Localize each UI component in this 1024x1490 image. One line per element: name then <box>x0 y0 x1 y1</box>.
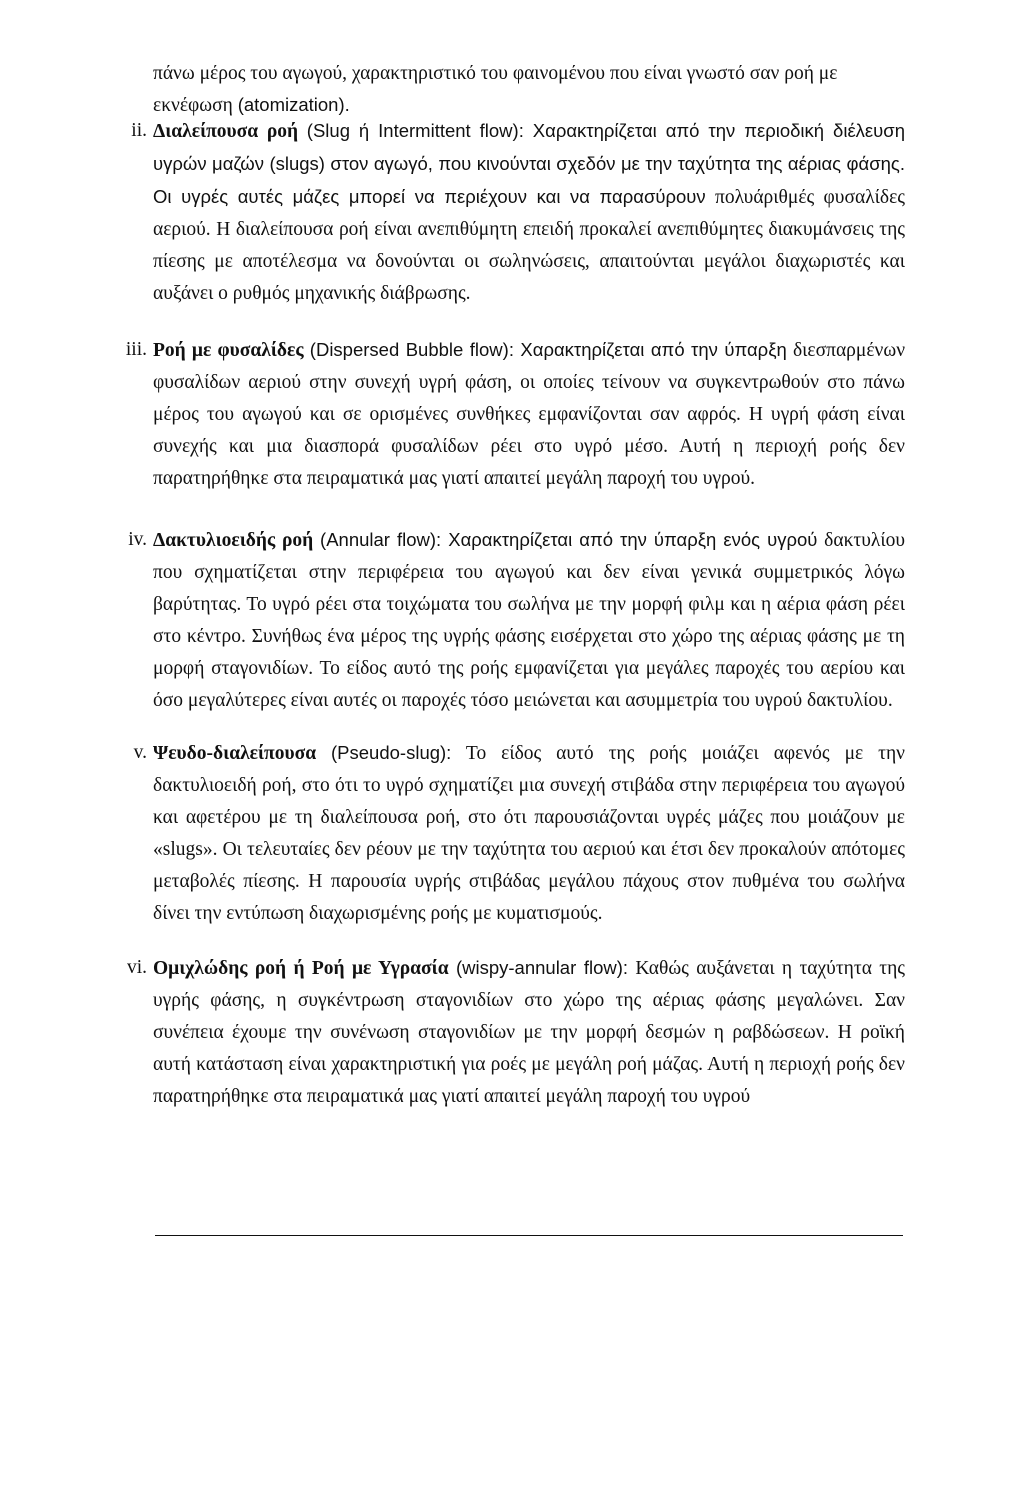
term-description-start: (Dispersed Bubble flow): Χαρακτηρίζεται από την ύπαρξη <box>309 339 787 360</box>
term-heading: Δακτυλιοειδής ροή <box>153 530 314 551</box>
list-item-body <box>153 737 905 929</box>
list-item-body <box>153 952 905 1113</box>
intro-text: πάνω μέρος του αγωγού, χαρακτηριστικό του φαινομένου που είναι γνωστό σαν ροή με εκνέφωση <box>153 63 838 116</box>
list-number: v. <box>133 742 147 763</box>
list-item-pseudo-slug <box>118 737 905 929</box>
term-description: διεσπαρμένων φυσαλίδων αεριού στην συνεχή υγρή φάση, οι οποίες τείνουν να συγκεντρωθούν στο πάνω μέρος του αγωγού και σε ορισμένες συνθήκες εμφανίζονται σαν αφρός. Η υγρή φάση είναι συνεχής και μια διασπορά φυσαλίδων ρέει στο υγρό μέσο. Αυτή η περιοχή ροής δεν παρατηρήθηκε στα πειραματικά μας γιατί απαιτεί μεγάλη παροχή του υγρού. <box>153 340 906 489</box>
term-description: Το είδος αυτό της ροής μοιάζει αφενός με την δακτυλιοειδή ροή, στο ότι το υγρό σχηματίζει μια συνεχή στιβάδα στην περιφέρεια του αγωγού και αφετέρου με τη διαλείπουσα ροή, στο ότι παρουσιάζονται υγρές μάζες που μοιάζουν με «slugs». Οι τελευταίες δεν ρέουν με την ταχύτητα του αεριού και έτσι δεν προκαλούν απότομες μεταβολές πίεσης. Η παρουσία υγρής στιβάδας μεγάλου πάχους στον πυθμένα του σωλήνα δίνει την εντύπωση διαχωρισμένης ροής με κυματισμούς. <box>153 743 906 924</box>
term-heading: Ροή με φυσαλίδες <box>153 340 304 361</box>
intro-paragraph <box>153 58 905 121</box>
list-number: iii. <box>125 339 147 360</box>
intro-latin-text: (atomization). <box>237 94 350 115</box>
term-description-start: (Annular flow): Χαρακτηρίζεται από την ύπαρξη ενός υγρού <box>320 529 818 550</box>
footnote-divider <box>155 1235 903 1236</box>
list-number: vi. <box>126 957 147 978</box>
list-number: iv. <box>128 529 147 550</box>
list-item-bubble-flow <box>118 334 905 495</box>
term-heading: Ψευδο-διαλείπουσα <box>153 743 317 764</box>
term-heading: Διαλείπουσα ροή <box>153 121 299 142</box>
list-item-wispy-annular <box>118 952 905 1113</box>
list-item-annular-flow <box>118 524 905 716</box>
list-item-body <box>153 524 905 716</box>
term-description-start: (Pseudo-slug): <box>331 742 452 763</box>
term-description: Καθώς αυξάνεται η ταχύτητα της υγρής φάσης, η συγκέντρωση σταγονιδίων στο χώρο της αέριας φάσης μεγαλώνει. Σαν συνέπεια έχουμε την συνένωση σταγονιδίων με την μορφή δεσμών η ραβδώσεων. Η ροϊκή αυτή κατάσταση είναι χαρακτηριστική για ροές με μεγάλη ροή μάζας. Αυτή η περιοχή ροής δεν παρατηρήθηκε στα πειραματικά μας γιατί απαιτεί μεγάλη παροχή του υγρού <box>153 958 906 1107</box>
list-item-body <box>153 115 905 309</box>
term-heading: Ομιχλώδης ροή ή Ροή με Υγρασία <box>153 958 449 979</box>
list-item-body <box>153 334 905 495</box>
term-description-start: (wispy-annular flow): <box>455 957 629 978</box>
list-item-slug-flow <box>118 115 905 309</box>
term-description-start: (Slug ή Intermittent flow): Χαρακτηρίζεται από την περιοδική διέλευση υγρών μαζών (slugs) στον αγωγό, που κινούνται σχεδόν με την ταχύτητα της αέριας φάσης. Οι υγρές αυτές μάζες μπορεί να περιέχουν και να παρασύρουν <box>153 120 906 207</box>
term-description: πολυάριθμές φυσαλίδες αεριού. Η διαλείπουσα ροή είναι ανεπιθύμητη επειδή προκαλεί ανεπιθύμητες διακυμάνσεις της πίεσης με αποτέλεσμα να δονούνται οι σωληνώσεις, απαιτούνται μεγάλοι διαχωριστές και αυξάνει ο ρυθμός μηχανικής διάβρωσης. <box>153 186 905 304</box>
term-description: δακτυλίου που σχηματίζεται στην περιφέρεια του αγωγού και δεν είναι γενικά συμμετρικός λόγω βαρύτητας. Το υγρό ρέει στα τοιχώματα του σωλήνα με την μορφή φιλμ και η αέρια φάση ρέει στο κέντρο. Συνήθως ένα μέρος της υγρής φάσης εισέρχεται στο χώρο της αέριας φάσης με τη μορφή σταγονιδίων. Το είδος αυτό της ροής εμφανίζεται για μεγάλες παροχές του αερίου και όσο μεγαλύτερες είναι αυτές οι παροχές τόσο μειώνεται και ασυμμετρία του υγρού δακτυλίου. <box>153 530 906 711</box>
list-number: ii. <box>131 120 147 141</box>
